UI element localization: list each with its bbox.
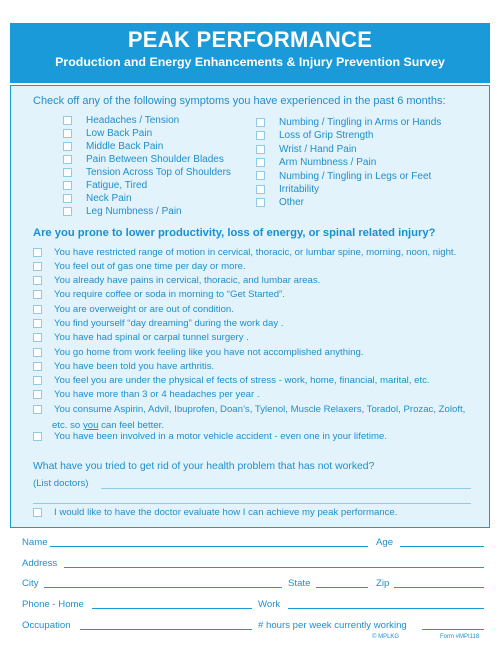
symptom-item-label: Pain Between Shoulder Blades xyxy=(86,154,224,165)
checkbox[interactable] xyxy=(256,171,265,180)
checkbox[interactable] xyxy=(33,319,42,328)
statement-item-label: You have had spinal or carpal tunnel surgery . xyxy=(54,332,249,343)
checkbox[interactable] xyxy=(256,145,265,154)
cont-post: can feel better. xyxy=(98,420,165,431)
zip-field[interactable] xyxy=(394,587,484,588)
statement-item[interactable] xyxy=(33,347,364,358)
symptom-item[interactable] xyxy=(63,180,147,191)
symptom-item[interactable] xyxy=(63,206,182,217)
intro-text: Check off any of the following symptoms you have experienced in the past 6 months: xyxy=(33,95,446,107)
symptom-item-label: Middle Back Pain xyxy=(86,141,164,152)
hours-field[interactable] xyxy=(422,629,484,630)
survey-subtitle: Production and Energy Enhancements & Injury Prevention Survey xyxy=(55,55,445,69)
evaluate-label: I would like to have the doctor evaluate how I can achieve my peak performance. xyxy=(54,507,398,518)
symptom-item[interactable] xyxy=(256,171,431,182)
age-label: Age xyxy=(376,537,394,548)
checkbox[interactable] xyxy=(63,194,72,203)
statement-item-label: You have been involved in a motor vehicle accident - even one in your lifetime. xyxy=(54,431,387,442)
symptom-item-label: Wrist / Hand Pain xyxy=(279,143,357,155)
hours-label: # hours per week currently working xyxy=(258,620,407,631)
phone-home-field[interactable] xyxy=(92,608,252,609)
statement-item[interactable] xyxy=(33,361,214,372)
age-field[interactable] xyxy=(400,546,484,547)
evaluate-checkbox[interactable] xyxy=(33,508,42,517)
statement-item[interactable] xyxy=(33,318,284,329)
statement-item[interactable] xyxy=(33,332,249,343)
symptom-item[interactable] xyxy=(63,167,231,178)
checkbox[interactable] xyxy=(33,333,42,342)
doctors-line-1[interactable] xyxy=(101,488,471,489)
checkbox[interactable] xyxy=(63,142,72,151)
symptom-item-label: Tension Across Top of Shoulders xyxy=(86,167,231,178)
checkbox[interactable] xyxy=(33,362,42,371)
statement-item-label: You already have pains in cervical, thoracic, and lumbar areas. xyxy=(54,275,321,286)
symptom-panel xyxy=(10,85,490,528)
statement-item[interactable] xyxy=(33,431,387,442)
symptom-item[interactable] xyxy=(256,157,376,168)
checkbox[interactable] xyxy=(63,129,72,138)
address-label: Address xyxy=(22,558,58,569)
symptom-item[interactable] xyxy=(256,197,304,208)
evaluate-row[interactable] xyxy=(33,507,397,518)
symptom-item[interactable] xyxy=(256,184,319,195)
state-field[interactable] xyxy=(316,587,368,588)
tried-question: What have you tried to get rid of your health problem that has not worked? xyxy=(33,461,375,472)
checkbox[interactable] xyxy=(63,168,72,177)
form-number: Form #MPI118 xyxy=(440,634,480,640)
cont-you: you xyxy=(82,420,99,431)
checkbox[interactable] xyxy=(256,131,265,140)
checkbox[interactable] xyxy=(63,155,72,164)
statement-item-label: You consume Aspirin, Advil, Ibuprofen, Doan’s, Tylenol, Muscle Relaxers, Toradol, Prozac, Zoloft, xyxy=(54,404,466,415)
statement-continuation xyxy=(52,420,164,431)
checkbox[interactable] xyxy=(33,348,42,357)
checkbox[interactable] xyxy=(256,185,265,194)
doctors-line-2[interactable] xyxy=(33,503,471,504)
work-field[interactable] xyxy=(288,608,484,609)
checkbox[interactable] xyxy=(256,158,265,167)
symptom-item-label: Loss of Grip Strength xyxy=(279,130,374,142)
symptom-item[interactable] xyxy=(63,193,132,204)
statement-item-label: You find yourself “day dreaming” during the work day . xyxy=(54,318,284,329)
symptom-item-label: Headaches / Tension xyxy=(86,115,180,126)
checkbox[interactable] xyxy=(33,376,42,385)
productivity-question: Are you prone to lower productivity, loss of energy, or spinal related injury? xyxy=(33,227,436,239)
statement-item-label: You feel you are under the physical ef fects of stress - work, home, financial, marital, etc. xyxy=(54,375,430,386)
checkbox[interactable] xyxy=(63,116,72,125)
cont-pre: etc. so xyxy=(52,420,83,431)
statement-item-label: You have been told you have arthritis. xyxy=(54,361,215,372)
address-field[interactable] xyxy=(64,567,484,568)
statement-item-label: You require coffee or soda in morning to “Get Started”. xyxy=(54,289,285,300)
symptom-item-label: Leg Numbness / Pain xyxy=(86,206,182,217)
statement-item-label: You feel out of gas one time per day or more. xyxy=(54,261,246,272)
checkbox[interactable] xyxy=(33,405,42,414)
checkbox[interactable] xyxy=(63,207,72,216)
checkbox[interactable] xyxy=(33,290,42,299)
city-label: City xyxy=(22,578,39,589)
name-field[interactable] xyxy=(50,546,368,547)
list-doctors-label: (List doctors) xyxy=(33,478,89,489)
state-label: State xyxy=(288,578,311,589)
checkbox[interactable] xyxy=(33,248,42,257)
statement-item-label: You are overweight or are out of condition. xyxy=(54,304,234,315)
symptom-item-label: Low Back Pain xyxy=(86,128,153,139)
symptom-item-label: Arm Numbness / Pain xyxy=(279,157,377,169)
checkbox[interactable] xyxy=(256,118,265,127)
statement-item[interactable] xyxy=(33,389,260,400)
symptom-item-label: Irritability xyxy=(279,184,320,195)
statement-item-label: You have restricted range of motion in cervical, thoracic, or lumbar spine, morning, noon, night. xyxy=(54,247,457,258)
city-field[interactable] xyxy=(44,587,282,588)
symptom-item[interactable] xyxy=(256,144,357,155)
symptom-item[interactable] xyxy=(63,154,224,165)
symptom-item[interactable] xyxy=(256,130,374,141)
symptom-item-label: Other xyxy=(279,197,305,209)
checkbox[interactable] xyxy=(33,432,42,441)
checkbox[interactable] xyxy=(63,181,72,190)
symptom-item[interactable] xyxy=(256,117,441,128)
name-label: Name xyxy=(22,537,48,548)
statement-item-label: You have more than 3 or 4 headaches per year . xyxy=(54,389,260,400)
symptom-item-label: Neck Pain xyxy=(86,193,132,204)
symptom-item-label: Numbing / Tingling in Arms or Hands xyxy=(279,117,442,128)
zip-label: Zip xyxy=(376,578,390,589)
occupation-label: Occupation xyxy=(22,620,71,631)
checkbox[interactable] xyxy=(33,390,42,399)
statement-item[interactable] xyxy=(33,289,285,300)
symptom-item-label: Fatigue, Tired xyxy=(86,180,148,191)
statement-item[interactable] xyxy=(33,261,246,272)
statement-item[interactable] xyxy=(33,404,465,415)
symptom-item[interactable] xyxy=(63,115,179,126)
statement-item[interactable] xyxy=(33,275,320,286)
symptom-item[interactable] xyxy=(63,141,163,152)
survey-header xyxy=(10,23,490,83)
checkbox[interactable] xyxy=(33,276,42,285)
statement-item[interactable] xyxy=(33,375,430,386)
checkbox[interactable] xyxy=(33,305,42,314)
checkbox[interactable] xyxy=(256,198,265,207)
statement-item[interactable] xyxy=(33,304,234,315)
symptom-item[interactable] xyxy=(63,128,152,139)
phone-home-label: Phone - Home xyxy=(22,599,84,610)
copyright: © MPLKG xyxy=(372,634,400,640)
statement-item-label: You go home from work feeling like you have not accomplished anything. xyxy=(54,347,364,358)
symptom-item-label: Numbing / Tingling in Legs or Feet xyxy=(279,170,432,182)
occupation-field[interactable] xyxy=(80,629,252,630)
checkbox[interactable] xyxy=(33,262,42,271)
work-label: Work xyxy=(258,599,281,610)
survey-title: PEAK PERFORMANCE xyxy=(127,27,373,52)
statement-item[interactable] xyxy=(33,247,456,258)
